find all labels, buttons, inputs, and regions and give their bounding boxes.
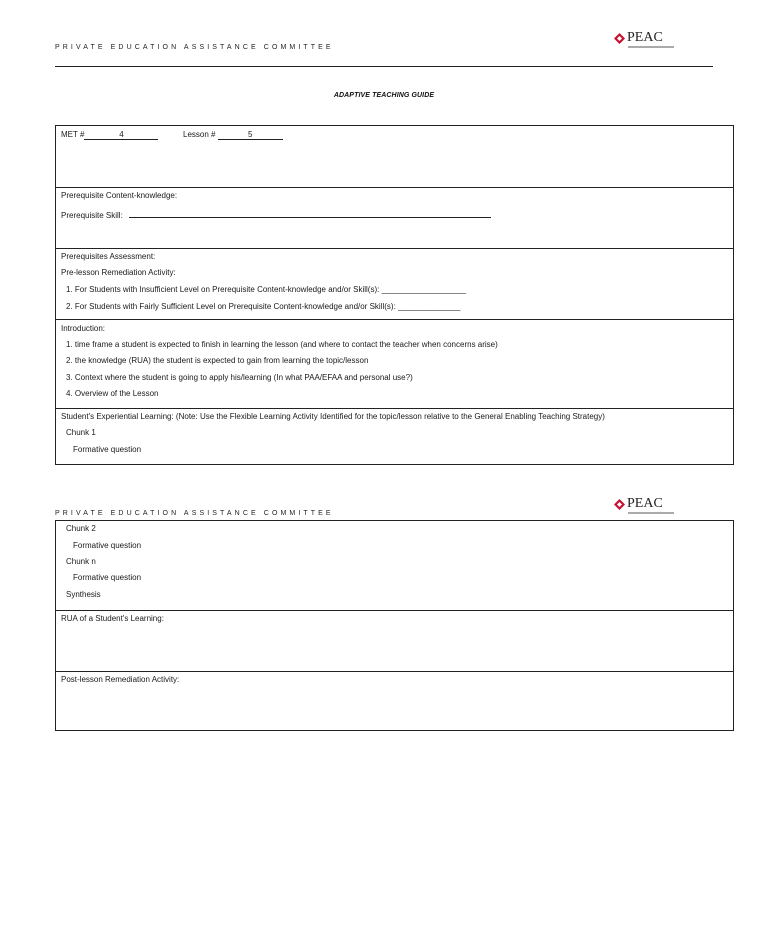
peac-logo [614, 31, 663, 45]
header-org-name-page2: PRIVATE EDUCATION ASSISTANCE COMMITTEE [55, 510, 334, 517]
met-field [61, 130, 158, 140]
rua-label: RUA of a Student's Learning: [61, 614, 164, 623]
lesson-label: Lesson # [183, 130, 216, 139]
experiential-section [56, 408, 733, 464]
assessment-section [56, 248, 733, 319]
formative-question-n: Formative question [73, 573, 142, 582]
formative-question-1: Formative question [73, 445, 142, 454]
synthesis-label: Synthesis [66, 590, 101, 599]
post-remediation-section [56, 671, 733, 730]
remediation-item-1: 1. For Students with Insufficient Level on Prerequisite Content-knowledge and/or Skill(s): ___________________ [66, 285, 467, 294]
prereq-skill-blank[interactable] [129, 208, 491, 218]
introduction-item-3: 3. Context where the student is going to apply his/learning (In what PAA/EFAA and personal use?) [66, 373, 413, 382]
chunk-2-label: Chunk 2 [66, 524, 96, 533]
introduction-item-2: 2. the knowledge (RUA) the student is expected to gain from learning the topic/lesson [66, 356, 369, 365]
prerequisite-section [56, 187, 733, 248]
lesson-field [183, 130, 283, 140]
logo-text: PEAC [627, 30, 663, 45]
peac-diamond-icon [614, 33, 625, 44]
guide-form-page1 [55, 125, 734, 465]
introduction-section [56, 319, 733, 408]
prereq-skill-field [61, 208, 491, 220]
introduction-item-1: 1. time frame a student is expected to finish in learning the lesson (and where to contact the teacher when concerns arise) [66, 340, 498, 349]
prereq-skill-label: Prerequisite Skill: [61, 211, 123, 220]
document-title: ADAPTIVE TEACHING GUIDE [333, 92, 435, 99]
chunk-n-label: Chunk n [66, 557, 96, 566]
guide-form-page2 [55, 520, 734, 731]
prereq-content-label: Prerequisite Content-knowledge: [61, 191, 178, 200]
header-rule [55, 66, 713, 67]
met-lesson-section [56, 126, 733, 187]
rua-section [56, 610, 733, 671]
met-value[interactable]: 4 [84, 130, 158, 140]
peac-diamond-icon [614, 499, 625, 510]
met-label: MET # [61, 130, 85, 139]
experiential-label: Student's Experiential Learning: (Note: Use the Flexible Learning Activity Identified for the topic/lesson relative to the General Enabling Teaching Strategy) [61, 412, 605, 421]
formative-question-2: Formative question [73, 541, 142, 550]
introduction-item-4: 4. Overview of the Lesson [66, 389, 159, 398]
logo-text: PEAC [627, 496, 663, 511]
logo-tagline-line [628, 512, 674, 514]
assessment-label: Prerequisites Assessment: [61, 252, 156, 261]
chunk-1-label: Chunk 1 [66, 428, 96, 437]
chunks-section [56, 521, 733, 610]
remediation-item-2: 2. For Students with Fairly Sufficient Level on Prerequisite Content-knowledge and/or Skill(s): ______________ [66, 302, 461, 311]
logo-tagline-line [628, 46, 674, 48]
introduction-label: Introduction: [61, 324, 106, 333]
lesson-value[interactable]: 5 [218, 130, 283, 140]
post-remediation-label: Post-lesson Remediation Activity: [61, 675, 180, 684]
remediation-label: Pre-lesson Remediation Activity: [61, 268, 176, 277]
peac-logo-page2 [614, 497, 663, 511]
header-org-name: PRIVATE EDUCATION ASSISTANCE COMMITTEE [55, 44, 334, 51]
